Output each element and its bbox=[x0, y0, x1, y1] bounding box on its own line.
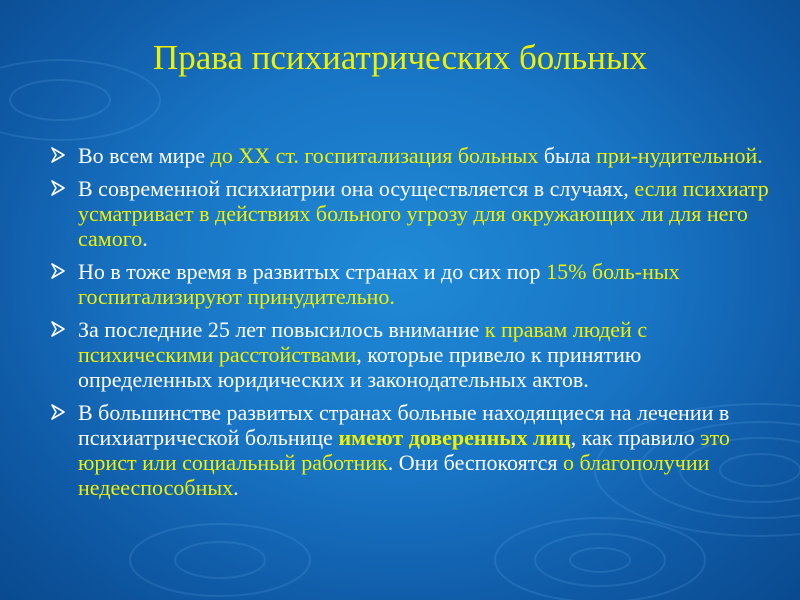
bullet-text: . Они беспокоятся bbox=[387, 450, 563, 475]
bullet-text: В большинстве развитых странах больные находящиеся на лечении в психиатрической больнице bbox=[78, 400, 730, 450]
highlighted-text: если психиатр усматривает в действиях больного угрозу для окружающих ли для него самого bbox=[78, 176, 769, 251]
arrowhead-bullet-icon bbox=[50, 262, 66, 280]
bullet-list bbox=[48, 143, 778, 508]
highlighted-text: до XX ст. госпитализация больных bbox=[210, 143, 539, 168]
arrowhead-bullet-icon bbox=[50, 320, 66, 338]
bullet-item bbox=[48, 317, 778, 392]
bullet-item bbox=[48, 176, 778, 251]
bullet-text: была bbox=[538, 143, 597, 168]
highlighted-text: имеют доверенных лиц bbox=[338, 425, 571, 450]
highlighted-text: о благополучии недееспособных bbox=[78, 450, 710, 500]
highlighted-text: 15% боль-ных госпитализируют принудительно. bbox=[78, 259, 680, 309]
bullet-text: , как правило bbox=[570, 425, 701, 450]
arrowhead-bullet-icon bbox=[50, 403, 66, 421]
bullet-text: , которые привело к принятию определенных юридических и законодательных актов. bbox=[78, 342, 642, 392]
bullet-text: Во всем мире bbox=[78, 143, 211, 168]
bullet-item bbox=[48, 259, 778, 309]
bullet-text: . bbox=[142, 226, 148, 251]
arrowhead-bullet-icon bbox=[50, 179, 66, 197]
highlighted-text: это юрист или социальный работник bbox=[78, 425, 730, 475]
arrowhead-bullet-icon bbox=[50, 146, 66, 164]
bullet-item bbox=[48, 143, 778, 168]
bullet-text: За последние 25 лет повысилось внимание bbox=[78, 317, 485, 342]
bullet-text: Но в тоже время в развитых странах и до сих пор bbox=[78, 259, 547, 284]
bullet-text: . bbox=[233, 475, 239, 500]
bullet-text: В современной психиатрии она осуществляется в случаях, bbox=[78, 176, 635, 201]
highlighted-text: при-нудительной. bbox=[596, 143, 763, 168]
slide-title: Права психиатрических больных bbox=[152, 38, 648, 77]
bullet-item bbox=[48, 400, 778, 500]
highlighted-text: к правам людей с психическими расстойствами bbox=[78, 317, 648, 367]
